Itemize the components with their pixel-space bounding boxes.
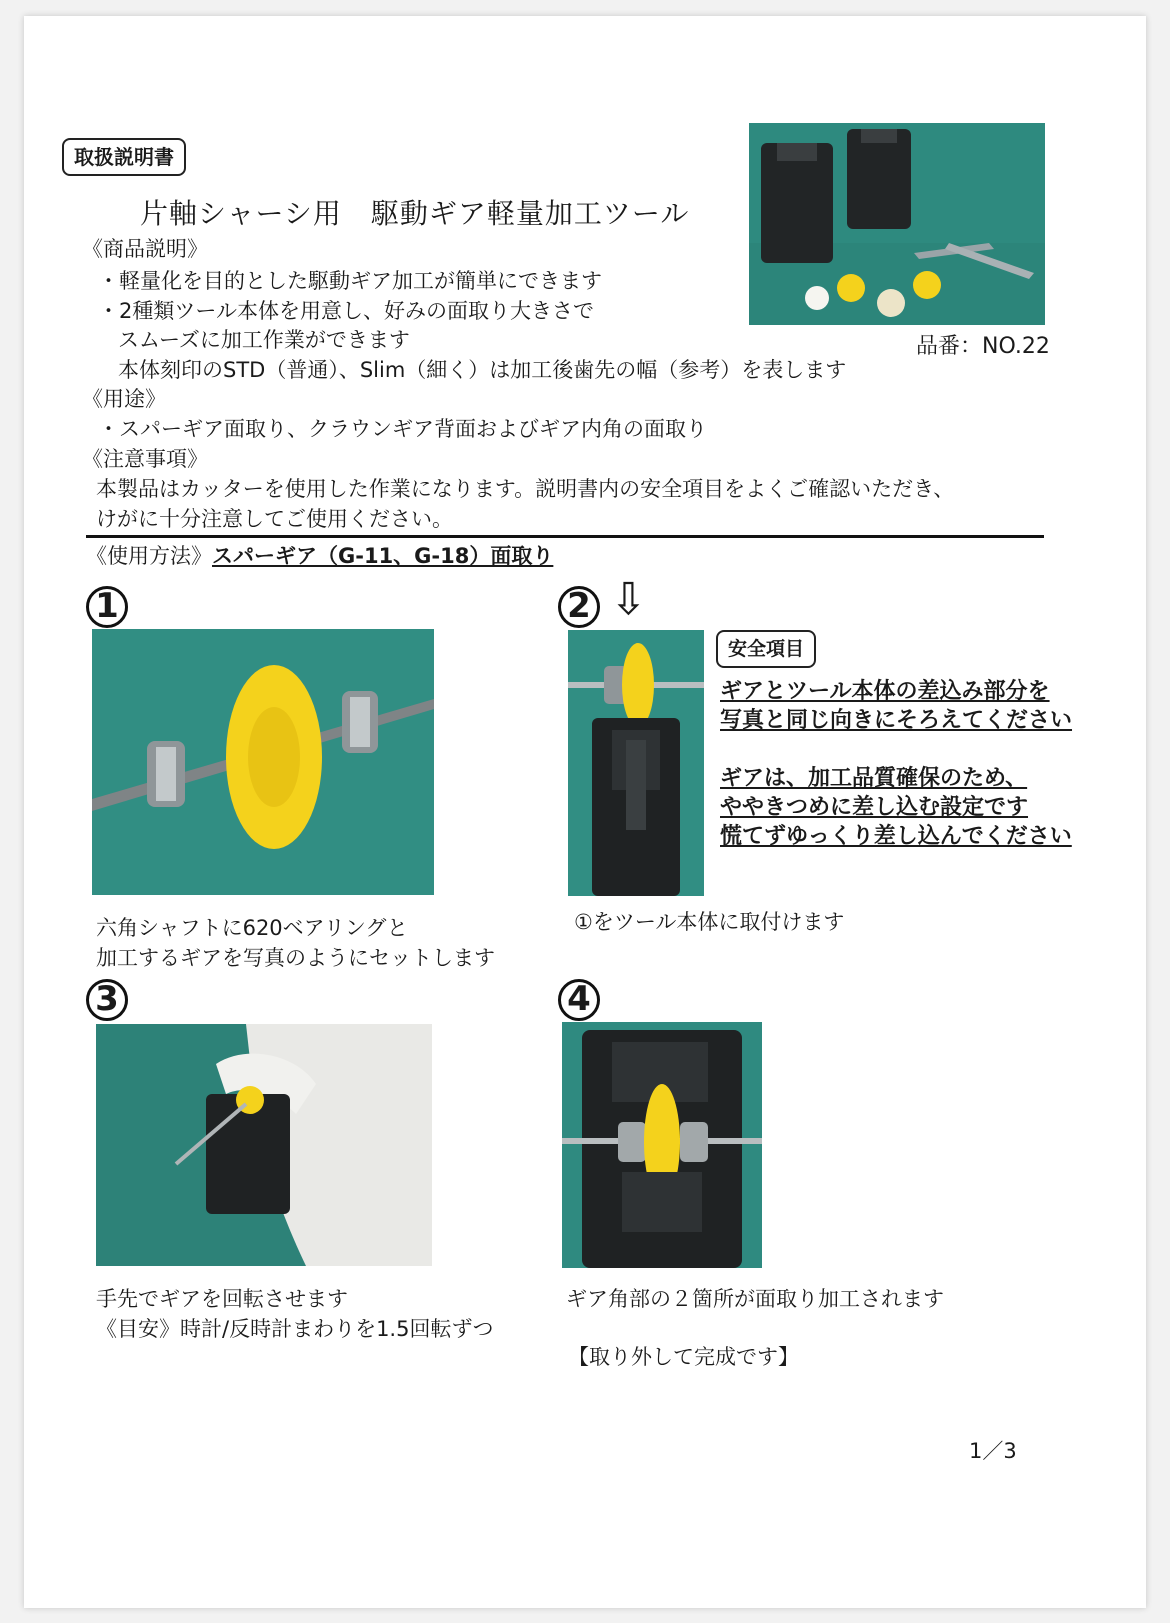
- description-line-4: 本体刻印のSTD（普通）、Slim（細く）は加工後歯先の幅（参考）を表します: [118, 358, 847, 382]
- caution-line-2: けがに十分注意してご使用ください。: [96, 507, 453, 531]
- step-1-text-2: 加工するギアを写真のようにセットします: [96, 946, 495, 970]
- step-4-text-2: 【取り外して完成です】: [568, 1345, 799, 1369]
- product-number: 品番：NO.22: [916, 334, 1050, 359]
- usage-title: スパーギア（G-11、G-18）面取り: [212, 544, 554, 568]
- step-3-text-2: 《目安》時計/反時計まわりを1.5回転ずつ: [96, 1317, 494, 1341]
- step-2-number: 2: [558, 586, 600, 628]
- divider: [86, 535, 1044, 538]
- safety-line-3: ギアは、加工品質確保のため、: [720, 766, 1028, 791]
- description-line-1: ・軽量化を目的とした駆動ギア加工が簡単にできます: [98, 269, 602, 293]
- manual-badge: 取扱説明書: [62, 138, 186, 176]
- section-description-heading: 《商品説明》: [82, 237, 208, 261]
- usage-label: 《使用方法》: [86, 544, 212, 568]
- safety-line-2: 写真と同じ向きにそろえてください: [720, 708, 1073, 733]
- safety-line-4: ややきつめに差し込む設定です: [720, 795, 1029, 820]
- step-4-number: 4: [558, 979, 600, 1021]
- step-4-text-1: ギア角部の２箇所が面取り加工されます: [566, 1287, 944, 1311]
- safety-badge: 安全項目: [716, 630, 816, 668]
- section-use-heading: 《用途》: [82, 387, 166, 411]
- description-line-2: ・2種類ツール本体を用意し、好みの面取り大きさで: [98, 299, 594, 323]
- page-number: 1／3: [969, 1439, 1017, 1463]
- document-page: [24, 16, 1146, 1608]
- safety-line-5: 慌てずゆっくり差し込んでください: [720, 824, 1072, 849]
- down-arrow-icon: ⇩: [610, 574, 647, 625]
- caution-line-1: 本製品はカッターを使用した作業になります。説明書内の安全項目をよくご確認いただき、: [96, 477, 955, 501]
- description-line-3: スムーズに加工作業ができます: [118, 328, 410, 352]
- step-4-photo: [562, 1022, 762, 1268]
- step-3-number: 3: [86, 979, 128, 1021]
- step-2-photo: [568, 630, 704, 896]
- usage-heading: [86, 541, 553, 571]
- step-1-text-1: 六角シャフトに620ベアリングと: [96, 916, 408, 940]
- step-1-number: 1: [86, 586, 128, 628]
- use-line-1: ・スパーギア面取り、クラウンギア背面およびギア内角の面取り: [98, 417, 707, 441]
- step-1-photo: [92, 629, 434, 895]
- step-3-photo: [96, 1024, 432, 1266]
- product-photo: [749, 123, 1045, 325]
- section-caution-heading: 《注意事項》: [82, 447, 208, 471]
- safety-line-1: ギアとツール本体の差込み部分を: [720, 679, 1050, 704]
- step-3-text-1: 手先でギアを回転させます: [96, 1287, 348, 1311]
- step-2-text: ①をツール本体に取付けます: [574, 910, 845, 934]
- document-title: 片軸シャーシ用 駆動ギア軽量加工ツール: [140, 197, 690, 230]
